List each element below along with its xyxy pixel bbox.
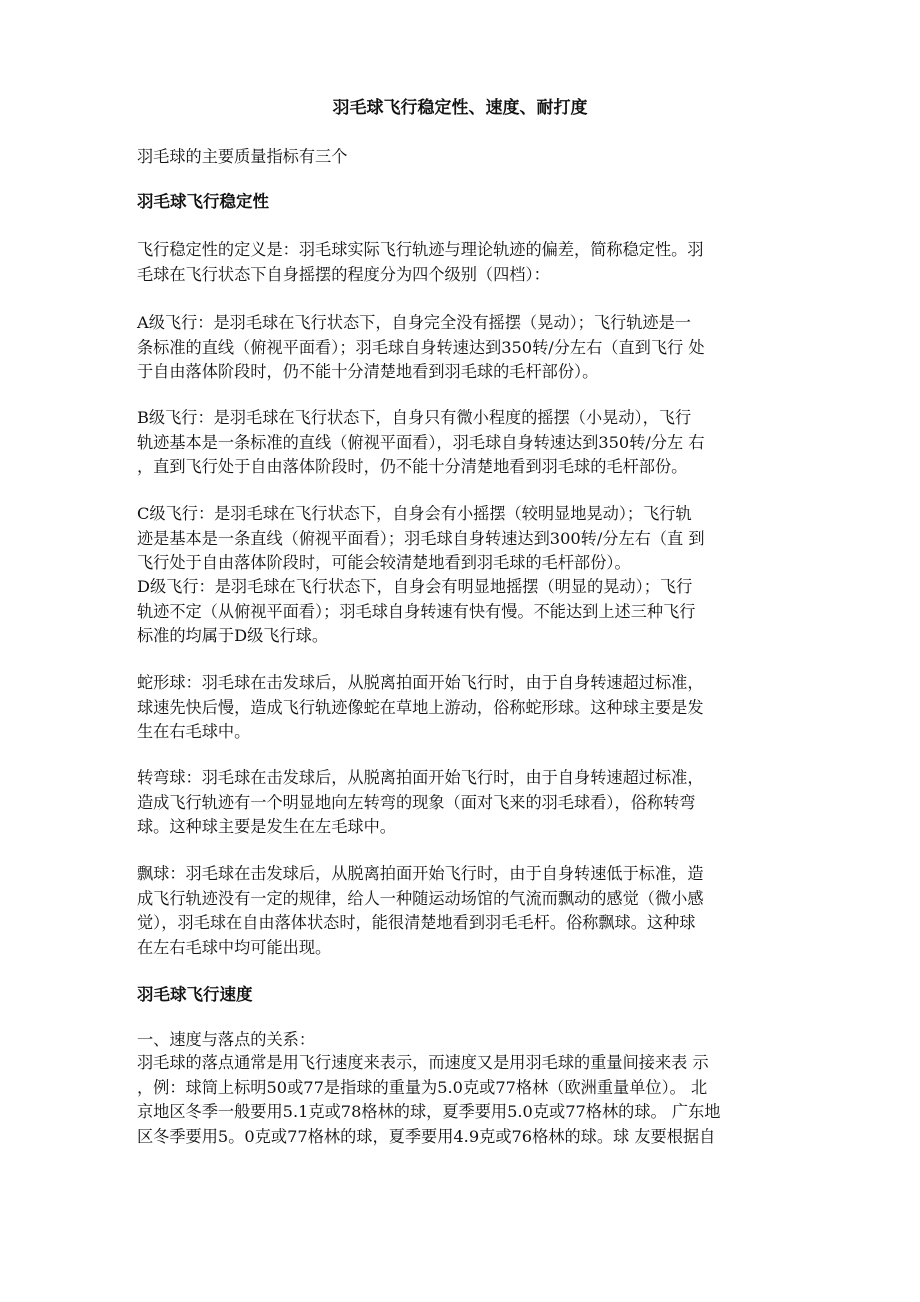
text-line: 在左右毛球中均可能出现。 [137,937,332,957]
snake-ball-paragraph [137,671,802,745]
level-d-paragraph [137,575,802,649]
text-line: 造成飞行轨迹有一个明显地向左转弯的现象（面对飞来的羽毛球看），俗称转弯 [137,792,696,812]
text-line: 条标准的直线（俯视平面看）；羽毛球自身转速达到350转/分左右（直到飞行 处 [137,337,705,357]
text-line: 毛球在飞行状态下自身摇摆的程度分为四个级别（四档）： [137,264,550,284]
speed-paragraph [137,1051,802,1149]
speed-subheading: 一、速度与落点的关系： [137,1030,316,1049]
text-line: A级飞行：是羽毛球在飞行状态下，自身完全没有摇摆（晃动）；飞行轨迹是一 [137,313,691,332]
stability-definition [137,238,802,287]
section-heading-speed: 羽毛球飞行速度 [137,985,253,1004]
text-line: 蛇形球：羽毛球在击发球后，从脱离拍面开始飞行时，由于自身转速超过标准， [137,673,704,692]
document-title: 羽毛球飞行稳定性、速度、耐打度 [332,98,588,118]
text-line: B级飞行：是羽毛球在飞行状态下，自身只有微小程度的摇摆（小晃动），飞行 [137,408,692,427]
text-line: 球速先快后慢，造成飞行轨迹像蛇在草地上游动，俗称蛇形球。这种球主要是发 [137,697,704,717]
text-line: C级飞行：是羽毛球在飞行状态下，自身会有小摇摆（较明显地晃动）；飞行轨 [137,504,692,523]
section-heading-stability: 羽毛球飞行稳定性 [137,192,269,211]
text-line: 京地区冬季一般要用5.1克或78格林的球，夏季要用5.0克或77格林的球。 广东地 [137,1102,721,1122]
level-b-paragraph [137,406,802,480]
text-line: 轨迹基本是一条标准的直线（俯视平面看），羽毛球自身转速达到350转/分左 右 [137,432,705,452]
text-line: 羽毛球的落点通常是用飞行速度来表示，而速度又是用羽毛球的重量间接来表 示 [137,1053,709,1072]
text-line: D级飞行：是羽毛球在飞行状态下，自身会有明显地摇摆（明显的晃动）；飞行 [137,577,693,596]
text-line: 生在右毛球中。 [137,722,251,742]
text-line: 标准的均属于D级飞行球。 [137,626,329,646]
text-line: 觉），羽毛球在自由落体状态时，能很清楚地看到羽毛毛杆。俗称飘球。这种球 [137,913,696,933]
text-line: 飞行稳定性的定义是：羽毛球实际飞行轨迹与理论轨迹的偏差，简称稳定性。羽 [137,240,704,259]
text-line: 区冬季要用5。0克或77格林的球，夏季要用4.9克或76格林的球。球 友要根据自 [137,1126,716,1146]
curve-ball-paragraph [137,766,802,840]
text-line: ，例：球筒上标明50或77是指球的重量为5.0克或77格林（欧洲重量单位）。 北 [137,1077,708,1097]
text-line: 成飞行轨迹没有一定的规律，给人一种随运动场馆的气流而飘动的感觉（微小感 [137,888,704,908]
text-line: 球。这种球主要是发生在左毛球中。 [137,817,396,837]
float-ball-paragraph [137,862,802,960]
text-line: 迹是基本是一条直线（俯视平面看）；羽毛球自身转速达到300转/分左右（直 到 [137,528,705,548]
level-a-paragraph [137,311,802,385]
intro-text: 羽毛球的主要质量指标有三个 [137,147,348,166]
level-c-paragraph [137,502,802,576]
text-line: 转弯球：羽毛球在击发球后，从脱离拍面开始飞行时，由于自身转速超过标准， [137,768,704,787]
text-line: ，直到飞行处于自由落体阶段时，仍不能十分清楚地看到羽毛球的毛杆部份。 [137,457,688,477]
text-line: 飘球：羽毛球在击发球后，从脱离拍面开始飞行时，由于自身转速低于标准，造 [137,864,704,883]
text-line: 飞行处于自由落体阶段时，可能会较清楚地看到羽毛球的毛杆部份）。 [137,553,631,573]
text-line: 于自由落体阶段时，仍不能十分清楚地看到羽毛球的毛杆部份）。 [137,362,599,382]
text-line: 轨迹不定（从俯视平面看）；羽毛球自身转速有快有慢。不能达到上述三种飞行 [137,601,696,621]
